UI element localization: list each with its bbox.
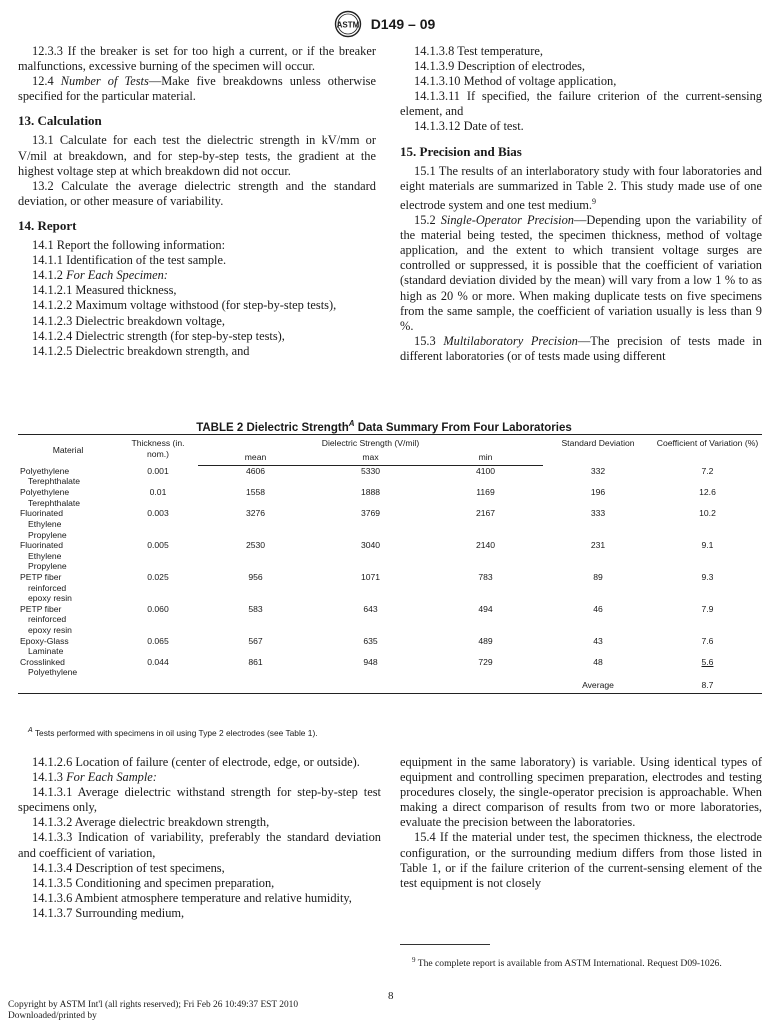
material-line: Propylene xyxy=(28,529,67,540)
para-14-1-2-2: 14.1.2.2 Maximum voltage withstood (for step-by-step tests), xyxy=(32,298,337,313)
para-14-1-3-11: 14.1.3.11 If specified, the failure criterion of the current-sensing element, and xyxy=(400,89,762,119)
para-15-2: 15.2 Single-Operator Precision—Depending upon the variability of the material being tested, the specimen thickness, method of voltage application, and the extent to which transient voltage surges are controlled or suppressed, it is possible that the coefficient of variation (standard deviation divided by the mean) will vary from a low 1 % to as high as 20 % or more. When making duplicate tests on five specimens from the same sample, the coefficient of variation usually is less than 9 %. xyxy=(400,213,763,333)
material-line: Polyethylene xyxy=(20,487,70,498)
cell-sd: 89 xyxy=(593,571,603,582)
para-13-1: 13.1 Calculate for each test the dielectric strength in kV/mm or V/mil at breakdown, and for step-by-step tests, the gradient at the highest voltage step at which breakdown did not occur. xyxy=(18,133,376,178)
footnote-divider xyxy=(400,944,490,945)
para-14-1-3-10: 14.1.3.10 Method of voltage application, xyxy=(414,74,617,89)
cell-sd: 231 xyxy=(590,540,606,551)
section-13-heading: 13. Calculation xyxy=(18,113,102,129)
cell-max: 5330 xyxy=(360,466,381,477)
cell-cv: 9.1 xyxy=(701,540,714,551)
para-15-1: 15.1 The results of an interlaboratory study with four laboratories and eight materials are summarized in Table 2. This study made use of one electrode system and one test medium.$^9$ xyxy=(400,163,762,212)
cell-thickness: 0.025 xyxy=(147,571,169,582)
cell-mean: 3276 xyxy=(245,508,266,519)
para-15-4: 15.4 If the material under test, the specimen thickness, the electrode configuration, or the surrounding medium differs from those listed in Table 1, or if the failure criterion of the current-sensing element of the test equipment is not closely xyxy=(400,830,762,890)
table-footnote: $^A$ Tests performed with specimens in oil using Type 2 electrodes (see Table 1). xyxy=(28,727,318,738)
para-14-1-3-6: 14.1.3.6 Ambient atmosphere temperature and relative humidity, xyxy=(32,890,352,905)
para-14-1-3-1: 14.1.3.1 Average dielectric withstand strength for step-by-step test specimens only, xyxy=(18,785,381,815)
material-line: Ethylene xyxy=(28,550,62,561)
cell-mean: 1558 xyxy=(245,487,266,498)
cell-min: 4100 xyxy=(475,466,496,477)
table-row xyxy=(18,636,762,657)
cell-sd: 196 xyxy=(590,487,606,498)
para-14-1-3-5: 14.1.3.5 Conditioning and specimen preparation, xyxy=(32,875,275,890)
footnote-9: $^9$ The complete report is available from ASTM International. Request D09-1026. xyxy=(412,956,722,970)
cell-max: 635 xyxy=(363,635,378,646)
cell-cv: 7.6 xyxy=(701,635,714,646)
copyright-notice xyxy=(8,1000,298,1022)
table-row xyxy=(18,657,762,678)
cell-cv: 12.6 xyxy=(699,487,716,498)
cell-max: 948 xyxy=(363,656,378,667)
cell-cv: 7.2 xyxy=(701,465,714,476)
cell-mean: 567 xyxy=(248,635,263,646)
material-line: Ethylene xyxy=(28,518,62,529)
cell-material xyxy=(18,540,118,572)
cell-material xyxy=(18,572,118,604)
para-14-1-2-3: 14.1.2.3 Dielectric breakdown voltage, xyxy=(32,313,226,328)
cell-min: 1169 xyxy=(476,487,495,498)
header-min: min xyxy=(428,449,543,466)
cell-cv: 9.3 xyxy=(701,571,714,582)
header-thickness: Thickness (in. nom.) xyxy=(131,438,185,459)
material-line: Polyethylene xyxy=(28,667,78,678)
cell-thickness: 0.003 xyxy=(147,508,169,519)
page-header xyxy=(0,10,768,38)
para-14-1-1: 14.1.1 Identification of the test sample. xyxy=(32,253,227,268)
cell-cv: 7.9 xyxy=(701,603,714,614)
material-line: Fluorinated xyxy=(20,508,63,519)
page-number: 8 xyxy=(388,990,394,1002)
cell-max: 1071 xyxy=(360,571,381,582)
section-14-heading: 14. Report xyxy=(18,217,77,233)
table-row xyxy=(18,508,762,540)
table-row xyxy=(18,540,762,572)
para-14-1-3-8: 14.1.3.8 Test temperature, xyxy=(414,44,543,58)
header-standard-deviation: Standard Deviation xyxy=(561,438,635,448)
material-line: epoxy resin xyxy=(28,593,72,604)
material-line: Crosslinked xyxy=(20,656,65,667)
copyright-line: Copyright by ASTM Int'l (all rights reserved); Fri Feb 26 10:49:37 EST 2010 xyxy=(8,1000,299,1010)
right-column-bottom xyxy=(400,755,762,891)
cell-max: 1888 xyxy=(360,487,381,498)
header-mean: mean xyxy=(198,449,313,466)
cell-thickness: 0.060 xyxy=(147,603,169,614)
para-14-1-2-6: 14.1.2.6 Location of failure (center of electrode, edge, or outside). xyxy=(32,755,360,769)
para-14-1-3-7: 14.1.3.7 Surrounding medium, xyxy=(32,905,185,920)
data-table xyxy=(18,434,762,694)
cell-cv: 10.2 xyxy=(699,508,716,519)
left-column-top xyxy=(18,44,376,359)
cell-mean: 861 xyxy=(248,656,263,667)
table-row xyxy=(18,487,762,508)
para-14-1-3-9: 14.1.3.9 Description of electrodes, xyxy=(414,59,586,74)
header-max: max xyxy=(313,449,428,466)
average-value: 8.7 xyxy=(701,680,714,691)
cell-min: 783 xyxy=(478,571,493,582)
table-row xyxy=(18,572,762,604)
left-column-bottom xyxy=(18,755,381,921)
cell-min: 729 xyxy=(478,656,493,667)
table-title: TABLE 2 Dielectric Strength$^A$ Data Summary From Four Laboratories xyxy=(196,419,572,434)
cell-thickness: 0.044 xyxy=(147,656,169,667)
para-15-3-continued: equipment in the same laboratory) is variable. Using identical types of equipment and controlling specimen preparation, electrodes and testing procedures closely, the single-operator precision is approachable. When making a direct comparison of results from two or more laboratories, evaluate the precision between the laboratories. xyxy=(400,755,762,830)
material-line: Terephthalate xyxy=(28,497,81,508)
material-line: PETP fiber xyxy=(20,603,62,614)
cell-material xyxy=(18,466,118,488)
cell-min: 2167 xyxy=(475,508,496,519)
right-column-top xyxy=(400,44,762,364)
cell-material xyxy=(18,487,118,508)
cell-thickness: 0.065 xyxy=(147,635,169,646)
para-14-1-2-5: 14.1.2.5 Dielectric breakdown strength, and xyxy=(32,343,250,358)
logo-lettering: ASTM xyxy=(336,20,360,30)
cell-min: 489 xyxy=(478,635,493,646)
para-14-1-2: 14.1.2 For Each Specimen: xyxy=(32,268,168,283)
cell-material xyxy=(18,636,118,657)
average-label: Average xyxy=(582,680,614,691)
para-13-2: 13.2 Calculate the average dielectric strength and the standard deviation, or other measure of variability. xyxy=(18,178,376,208)
para-14-1-2-1: 14.1.2.1 Measured thickness, xyxy=(32,283,177,298)
cell-sd: 48 xyxy=(593,656,603,667)
para-12-3-3: 12.3.3 If the breaker is set for too high a current, or if the breaker malfunctions, excessive burning of the specimen will occur. xyxy=(18,44,376,74)
para-14-1-2-4: 14.1.2.4 Dielectric strength (for step-by-step tests), xyxy=(32,328,285,343)
cell-mean: 583 xyxy=(248,603,263,614)
cell-thickness: 0.001 xyxy=(147,465,169,476)
material-line: reinforced xyxy=(28,614,67,625)
cell-min: 2140 xyxy=(475,540,496,551)
cell-max: 643 xyxy=(363,603,378,614)
table-row xyxy=(18,604,762,636)
table-row xyxy=(18,466,762,488)
material-line: reinforced xyxy=(28,582,67,593)
material-line: Terephthalate xyxy=(28,476,81,487)
para-14-1-3-3: 14.1.3.3 Indication of variability, preferably the standard deviation and coefficient of variation, xyxy=(18,830,381,860)
section-15-heading: 15. Precision and Bias xyxy=(400,143,522,159)
material-line: PETP fiber xyxy=(20,571,62,582)
para-14-1-3-2: 14.1.3.2 Average dielectric breakdown strength, xyxy=(32,815,270,830)
table-average-row xyxy=(18,678,762,694)
para-14-1-3: 14.1.3 For Each Sample: xyxy=(32,770,157,785)
para-14-1-3-12: 14.1.3.12 Date of test. xyxy=(414,119,524,134)
para-14-1: 14.1 Report the following information: xyxy=(32,238,226,253)
astm-logo-icon xyxy=(333,10,363,38)
downloaded-line: Downloaded/printed by xyxy=(8,1011,97,1021)
header-dielectric-strength: Dielectric Strength (V/mil) xyxy=(321,438,420,448)
material-line: epoxy resin xyxy=(28,624,72,635)
cell-mean: 956 xyxy=(248,571,263,582)
cell-sd: 333 xyxy=(590,508,606,519)
cell-material xyxy=(18,508,118,540)
cell-thickness: 0.005 xyxy=(147,540,169,551)
header-material: Material xyxy=(52,445,84,456)
material-line: Propylene xyxy=(28,561,67,572)
material-line: Polyethylene xyxy=(20,465,70,476)
cell-sd: 332 xyxy=(590,465,606,476)
cell-mean: 2530 xyxy=(245,540,266,551)
material-line: Fluorinated xyxy=(20,540,63,551)
document-code: D149 – 09 xyxy=(370,16,436,32)
cell-material xyxy=(18,604,118,636)
cell-min: 494 xyxy=(478,603,493,614)
cell-cv: 5.6 xyxy=(701,656,714,667)
material-line: Epoxy-Glass xyxy=(20,635,69,646)
cell-max: 3769 xyxy=(360,508,381,519)
cell-max: 3040 xyxy=(360,540,381,551)
para-12-4: 12.4 Number of Tests—Make five breakdowns unless otherwise specified for the particular material. xyxy=(18,74,376,104)
para-14-1-3-4: 14.1.3.4 Description of test specimens, xyxy=(32,860,225,875)
cell-material xyxy=(18,657,118,678)
cell-sd: 46 xyxy=(593,603,603,614)
cell-sd: 43 xyxy=(593,635,603,646)
cell-thickness: 0.01 xyxy=(149,487,167,498)
para-15-3: 15.3 Multilaboratory Precision—The precision of tests made in different laboratories (or of tests made using different xyxy=(400,333,762,363)
material-line: Laminate xyxy=(28,646,64,657)
header-coefficient-of-variation: Coefficient of Variation (%) xyxy=(656,438,759,448)
cell-mean: 4606 xyxy=(245,466,266,477)
